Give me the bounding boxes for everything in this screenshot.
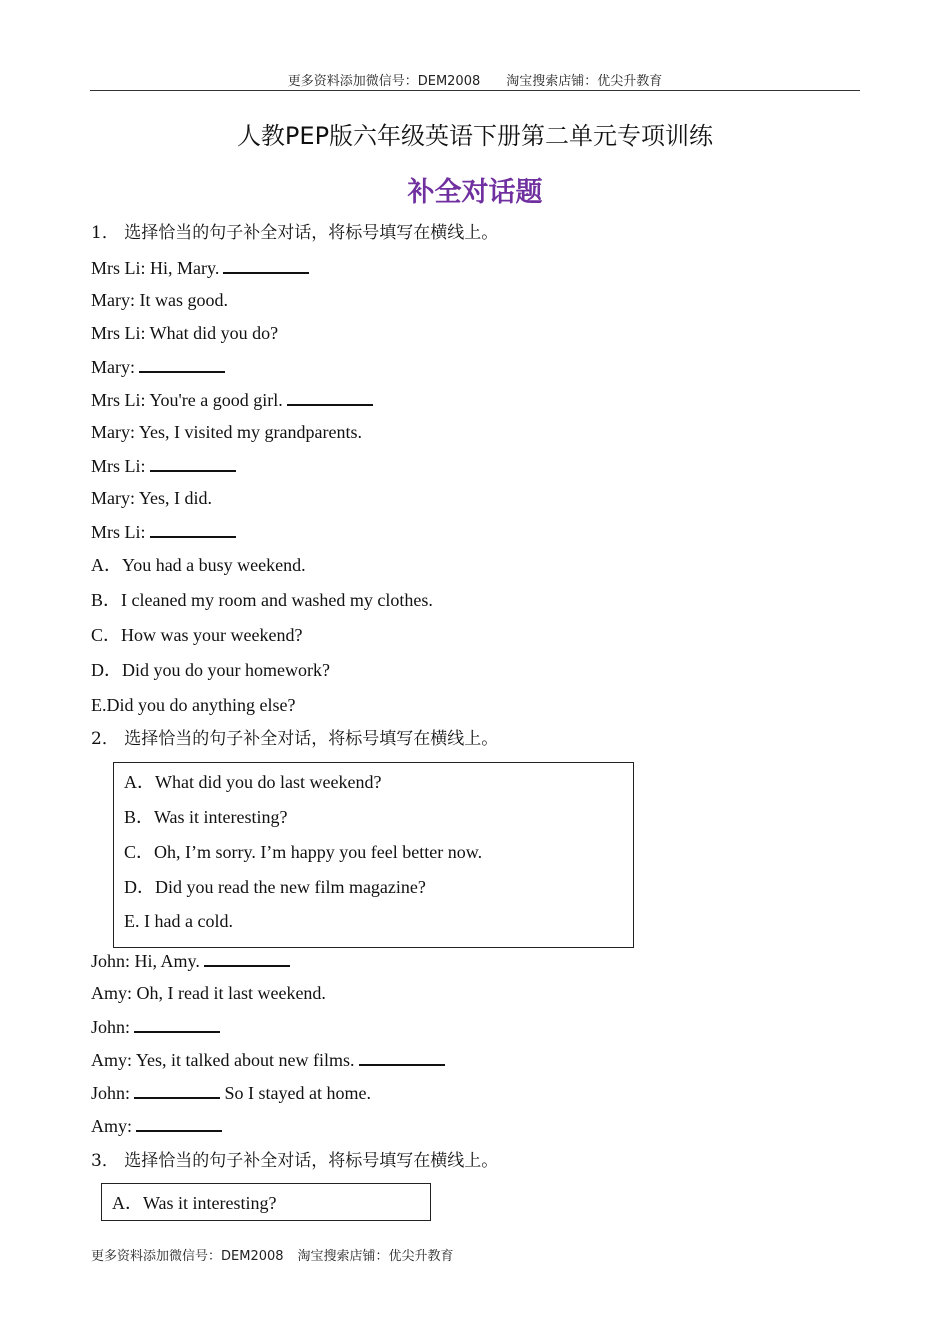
option-item: E.Did you do anything else?	[91, 695, 296, 715]
dialogue-line: Mary: Yes, I did.	[91, 488, 213, 508]
dialogue-line: Mrs Li:	[91, 520, 236, 543]
dialogue-line: Mary: Yes, I visited my grandparents.	[91, 422, 362, 442]
answer-blank[interactable]	[204, 949, 290, 967]
dialogue-line: Mrs Li: What did you do?	[91, 323, 279, 343]
dialogue-line: Mrs Li: Hi, Mary.	[91, 256, 309, 279]
options-box	[101, 1183, 431, 1221]
page-subtitle: 补全对话题	[407, 177, 543, 208]
answer-blank[interactable]	[134, 1015, 220, 1033]
options-box	[113, 762, 634, 948]
dialogue-line: John: Hi, Amy.	[91, 949, 290, 972]
answer-blank[interactable]	[223, 256, 309, 274]
option-item: A．Was it interesting?	[112, 1193, 277, 1213]
section2-instruction: 2． 选择恰当的句子补全对话，将标号填写在横线上。	[91, 729, 499, 749]
footer-wechat: 更多资料添加微信号：DEM2008	[91, 1249, 284, 1264]
header-taobao: 淘宝搜索店铺：优尖升教育	[506, 74, 663, 89]
footer-taobao: 淘宝搜索店铺：优尖升教育	[297, 1249, 454, 1264]
page-header	[0, 70, 950, 89]
answer-blank[interactable]	[150, 520, 236, 538]
option-item: D．Did you do your homework?	[91, 660, 330, 680]
option-item: E. I had a cold.	[124, 911, 233, 931]
dialogue-line: John: So I stayed at home.	[91, 1083, 371, 1103]
answer-blank[interactable]	[359, 1048, 445, 1066]
option-item: B．Was it interesting?	[124, 807, 288, 827]
option-item: C．How was your weekend?	[91, 625, 303, 645]
option-item: C．Oh, I’m sorry. I’m happy you feel better now.	[124, 842, 483, 862]
dialogue-line: Amy: Yes, it talked about new films.	[91, 1048, 445, 1071]
dialogue-line: Mrs Li: You're a good girl.	[91, 388, 373, 411]
option-item: B．I cleaned my room and washed my clothes.	[91, 590, 433, 610]
dialogue-line: Amy: Oh, I read it last weekend.	[91, 983, 326, 1003]
header-wechat: 更多资料添加微信号：DEM2008	[287, 74, 481, 89]
page-footer	[91, 1245, 454, 1264]
dialogue-line: Mary:	[91, 355, 225, 378]
option-item: A．You had a busy weekend.	[91, 555, 306, 575]
header-rule	[90, 90, 860, 91]
answer-blank[interactable]	[287, 388, 373, 406]
answer-blank[interactable]	[139, 355, 225, 373]
dialogue-line: Mary: It was good.	[91, 290, 228, 310]
dialogue-line: John:	[91, 1015, 220, 1038]
answer-blank[interactable]	[150, 454, 236, 472]
dialogue-line: Amy:	[91, 1114, 222, 1137]
section1-instruction: 1． 选择恰当的句子补全对话，将标号填写在横线上。	[91, 223, 499, 243]
answer-blank[interactable]	[134, 1081, 220, 1099]
section3-instruction: 3． 选择恰当的句子补全对话，将标号填写在横线上。	[91, 1151, 499, 1171]
dialogue-line: Mrs Li:	[91, 454, 236, 477]
option-item: A．What did you do last weekend?	[124, 772, 382, 792]
answer-blank[interactable]	[136, 1114, 222, 1132]
option-item: D．Did you read the new film magazine?	[124, 877, 426, 897]
page-title: 人教PEP版六年级英语下册第二单元专项训练	[236, 122, 714, 150]
